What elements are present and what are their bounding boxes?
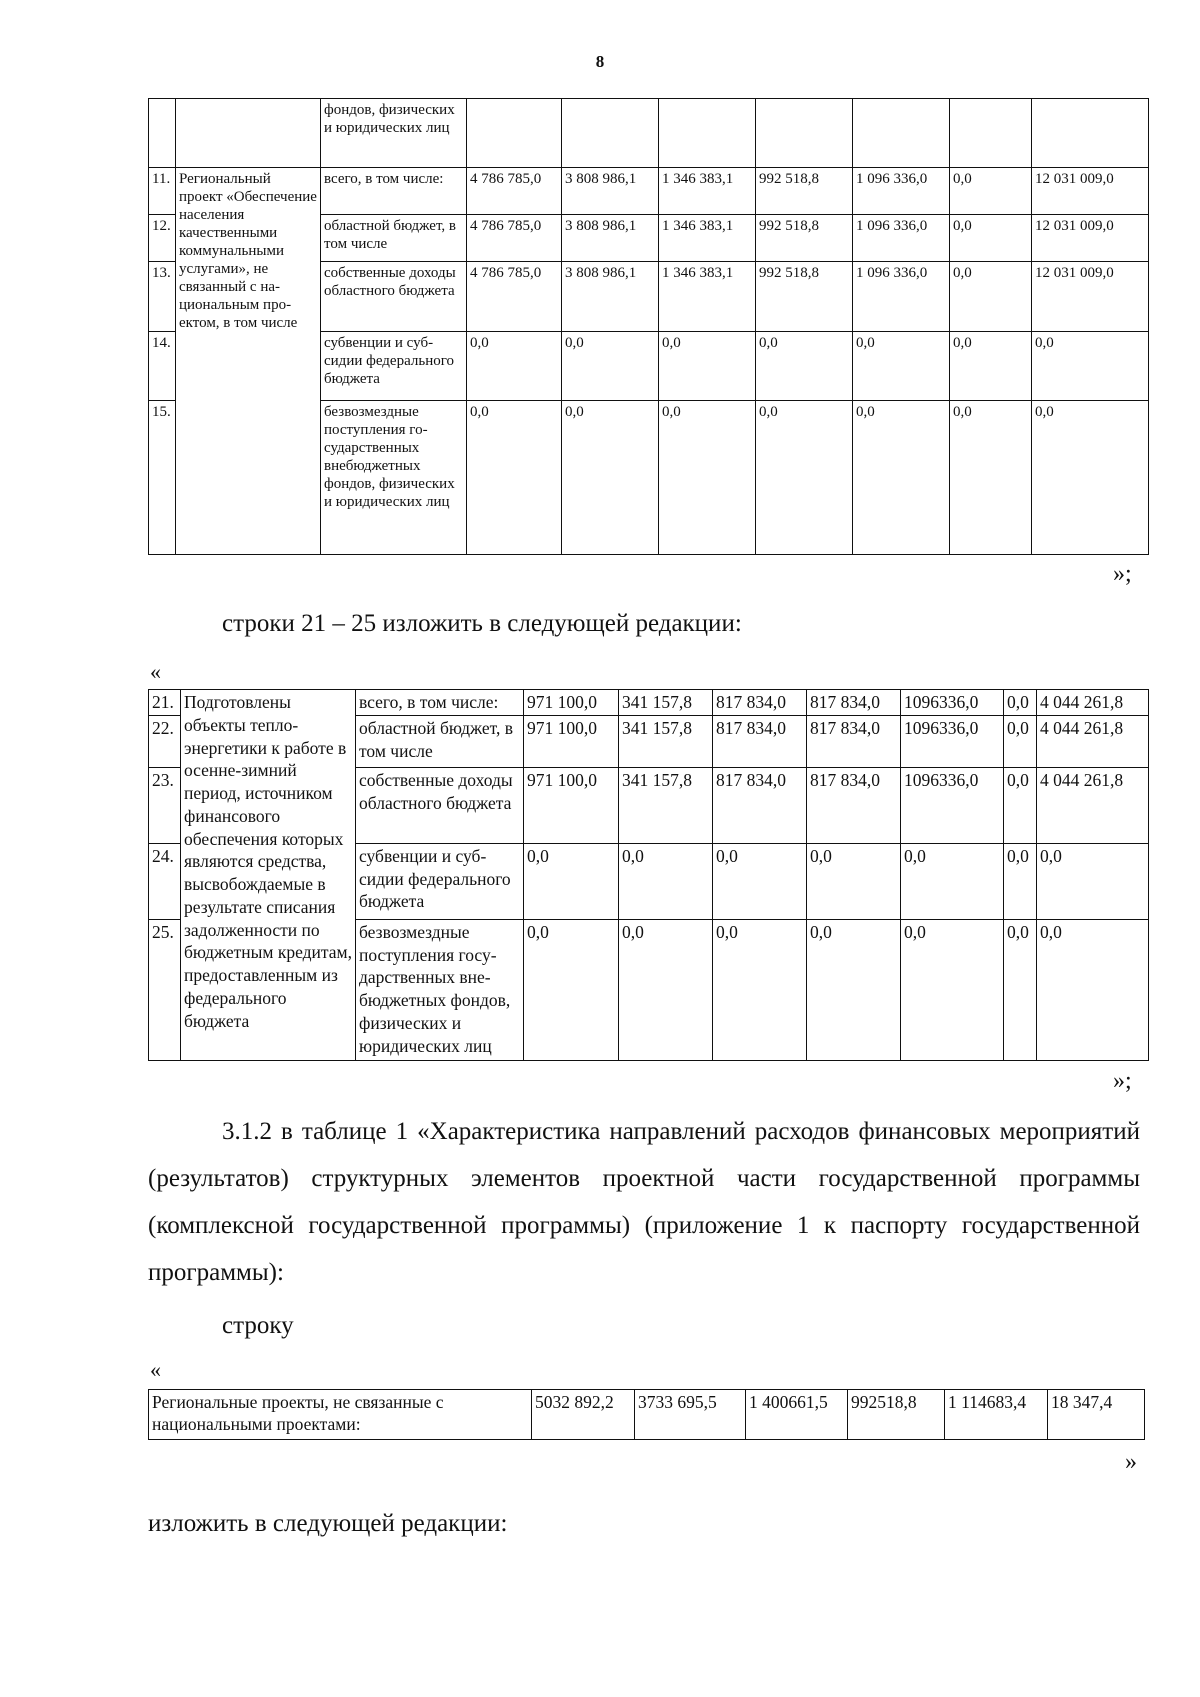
row-number: 24. [149, 843, 181, 919]
row-number: 11. [149, 168, 176, 215]
intro-text: строки 21 – 25 изложить в следующей редакции: [222, 610, 742, 637]
value-cell: 817 834,0 [713, 715, 807, 767]
value-cell: 992518,8 [848, 1390, 945, 1440]
group-label: Региональный проект «Обеспечение населения качественными коммунальными услугами», не связанный с национальным проектом, в том числе [176, 168, 321, 401]
value-cell: 0,0 [853, 401, 950, 555]
value-cell: 1 346 383,1 [659, 262, 756, 332]
row-number: 22. [149, 715, 181, 767]
line-stroku: строку [222, 1312, 294, 1339]
row-label: Региональные проекты, не связанные с национальными проектами: [149, 1390, 532, 1440]
value-cell: 992 518,8 [756, 262, 853, 332]
value-cell: 18 347,4 [1048, 1390, 1145, 1440]
value-cell: 5032 892,2 [532, 1390, 635, 1440]
row-desc: фондов, физических и юридических лиц [321, 99, 467, 168]
value-cell: 4 786 785,0 [467, 215, 562, 262]
group-label: Подготовлены объекты теплоэнергетики к работе в осенне-зимний период, источником финансового обеспечения которых являются средства, высвобождаемые в результате списания задолженности по бюджетным кредитам, предоставленным из федерального бюджета [181, 690, 356, 1061]
value-cell: 0,0 [467, 401, 562, 555]
table-rows-21-25 [148, 689, 1149, 1061]
value-cell: 1 346 383,1 [659, 168, 756, 215]
value-cell: 0,0 [950, 332, 1032, 401]
value-cell: 817 834,0 [713, 767, 807, 843]
value-cell: 4 044 261,8 [1037, 690, 1149, 716]
table-row [149, 168, 1149, 215]
value-cell: 0,0 [1004, 767, 1037, 843]
table-row [149, 690, 1149, 716]
value-cell: 341 157,8 [619, 690, 713, 716]
row-number: 13. [149, 262, 176, 332]
paragraph-3-1-2: 3.1.2 в таблице 1 «Характеристика направлений расходов финансовых мероприятий (результатов) структурных элементов проектной части государственной программы (комплексной государственной программы) (приложение 1 к паспорту государственной программы): [148, 1118, 1140, 1286]
final-text: изложить в следующей редакции: [148, 1510, 508, 1537]
value-cell: 0,0 [950, 168, 1032, 215]
value-cell: 4 786 785,0 [467, 168, 562, 215]
row-desc: собственные доходы областного бюджета [356, 767, 524, 843]
value-cell: 0,0 [1004, 715, 1037, 767]
value-cell: 0,0 [1037, 919, 1149, 1060]
value-cell: 0,0 [1032, 332, 1149, 401]
value-cell: 1 096 336,0 [853, 262, 950, 332]
row-desc: безвозмездные поступления государственных внебюджетных фондов, физических и юридических лиц [321, 401, 467, 555]
row-number: 23. [149, 767, 181, 843]
table-row [149, 1390, 1145, 1440]
value-cell: 992 518,8 [756, 168, 853, 215]
page-number: 8 [595, 52, 605, 71]
value-cell: 4 786 785,0 [467, 262, 562, 332]
value-cell: 0,0 [619, 919, 713, 1060]
value-cell: 0,0 [713, 843, 807, 919]
value-cell: 971 100,0 [524, 767, 619, 843]
value-cell: 817 834,0 [807, 690, 901, 716]
table-row [149, 99, 1149, 168]
value-cell: 0,0 [807, 919, 901, 1060]
row-desc: безвозмездные поступления государственных внебюджетных фондов, физических и юридических лиц [356, 919, 524, 1060]
value-cell: 1 114683,4 [945, 1390, 1048, 1440]
opening-quote: « [150, 1357, 161, 1382]
value-cell: 0,0 [467, 332, 562, 401]
value-cell: 12 031 009,0 [1032, 215, 1149, 262]
row-number: 21. [149, 690, 181, 716]
value-cell: 0,0 [619, 843, 713, 919]
value-cell: 3733 695,5 [635, 1390, 746, 1440]
value-cell: 0,0 [853, 332, 950, 401]
table-regional-projects [148, 1389, 1145, 1440]
value-cell: 0,0 [524, 843, 619, 919]
value-cell: 0,0 [1004, 690, 1037, 716]
value-cell: 3 808 986,1 [562, 262, 659, 332]
value-cell: 1 346 383,1 [659, 215, 756, 262]
value-cell: 0,0 [807, 843, 901, 919]
row-desc: областной бюджет, в том числе [356, 715, 524, 767]
value-cell: 1 400661,5 [746, 1390, 848, 1440]
value-cell: 992 518,8 [756, 215, 853, 262]
row-number: 25. [149, 919, 181, 1060]
table-rows-11-15 [148, 98, 1149, 555]
value-cell: 0,0 [901, 919, 1004, 1060]
value-cell: 971 100,0 [524, 690, 619, 716]
value-cell: 0,0 [1004, 843, 1037, 919]
value-cell: 817 834,0 [807, 767, 901, 843]
value-cell: 4 044 261,8 [1037, 767, 1149, 843]
value-cell: 0,0 [950, 401, 1032, 555]
value-cell: 1096336,0 [901, 715, 1004, 767]
value-cell: 1 096 336,0 [853, 215, 950, 262]
row-desc: всего, в том числе: [321, 168, 467, 215]
value-cell: 0,0 [1004, 919, 1037, 1060]
value-cell: 0,0 [756, 332, 853, 401]
value-cell: 817 834,0 [713, 690, 807, 716]
row-desc: всего, в том числе: [356, 690, 524, 716]
value-cell: 1 096 336,0 [853, 168, 950, 215]
row-number: 14. [149, 332, 176, 401]
row-number: 15. [149, 401, 176, 555]
closing-quote: »; [1113, 561, 1132, 587]
row-number: 12. [149, 215, 176, 262]
value-cell: 0,0 [659, 332, 756, 401]
opening-quote: « [150, 659, 161, 684]
value-cell: 971 100,0 [524, 715, 619, 767]
value-cell: 12 031 009,0 [1032, 262, 1149, 332]
value-cell: 12 031 009,0 [1032, 168, 1149, 215]
table-row [149, 401, 1149, 555]
value-cell: 341 157,8 [619, 767, 713, 843]
value-cell: 817 834,0 [807, 715, 901, 767]
value-cell: 0,0 [562, 401, 659, 555]
value-cell: 0,0 [901, 843, 1004, 919]
value-cell: 0,0 [524, 919, 619, 1060]
value-cell: 0,0 [713, 919, 807, 1060]
value-cell: 0,0 [950, 215, 1032, 262]
row-desc: субвенции и субсидии федерального бюджета [321, 332, 467, 401]
value-cell: 0,0 [1037, 843, 1149, 919]
value-cell: 0,0 [562, 332, 659, 401]
value-cell: 0,0 [950, 262, 1032, 332]
value-cell: 1096336,0 [901, 690, 1004, 716]
row-desc: областной бюджет, в том числе [321, 215, 467, 262]
value-cell: 341 157,8 [619, 715, 713, 767]
value-cell: 0,0 [659, 401, 756, 555]
value-cell: 0,0 [1032, 401, 1149, 555]
value-cell: 0,0 [756, 401, 853, 555]
row-desc: собственные доходы областного бюджета [321, 262, 467, 332]
value-cell: 3 808 986,1 [562, 215, 659, 262]
value-cell: 3 808 986,1 [562, 168, 659, 215]
closing-quote: »; [1113, 1068, 1132, 1094]
row-desc: субвенции и субсидии федерального бюджета [356, 843, 524, 919]
value-cell: 1096336,0 [901, 767, 1004, 843]
value-cell: 4 044 261,8 [1037, 715, 1149, 767]
closing-quote: » [1125, 1449, 1137, 1475]
